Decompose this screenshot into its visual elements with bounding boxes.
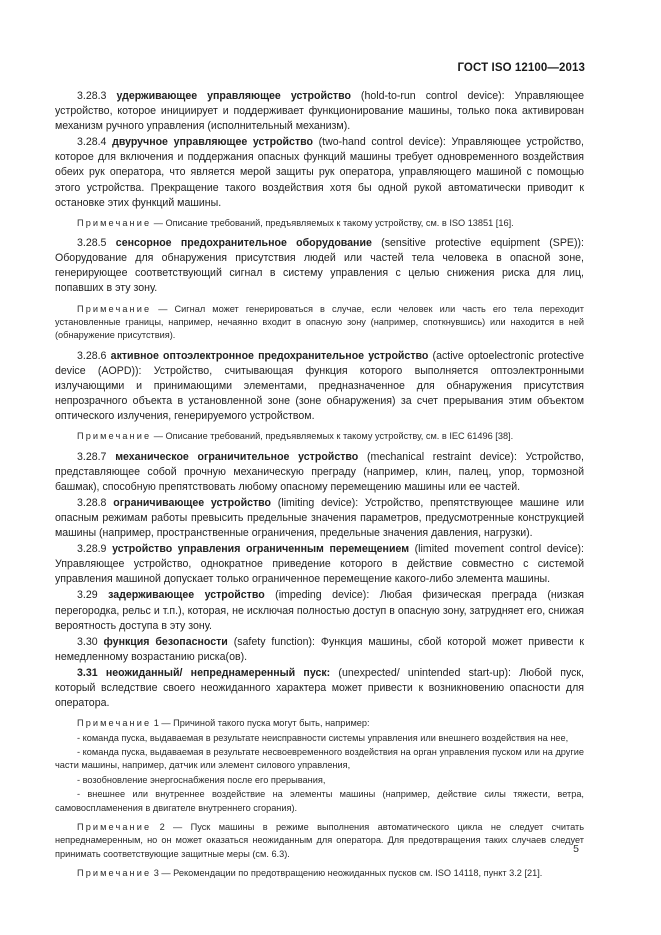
clause-3-29: 3.29 задерживающее устройство (impeding device): Любая физическая преграда (низкая перегородка, рельс и т.п.), которая, не исключая полностью доступ в опасную зону, затрудняет его, снижая вероятность доступа в эту зону.	[55, 589, 585, 632]
term: удерживающее управляющее устройство	[116, 90, 351, 102]
list-item: - команда пуска, выдаваемая в результате неисправности системы управления или внешнего воздействия на нее,	[77, 732, 569, 743]
main-content	[55, 89, 584, 887]
term: двуручное управляющее устройство	[112, 136, 313, 149]
clause-3-28-7: 3.28.7 механическое ограничительное устройство (mechanical restraint device): Устройство, представляющее собой прочную механическую преграду (например, клин, палец, упор, тормозной башмак), способную препятствовать любому опасному перемещению машины или ее частей.	[55, 450, 584, 493]
note-3-28-5: Примечание — Сигнал может генерироваться в случае, если человек или часть его тела переходит установленные границы, например, нечаянно входит в опасную зону (например, споткнувшись) или находится в ней (обнаружение присутствия).	[55, 303, 584, 341]
term: устройство управления ограниченным перемещением	[112, 543, 410, 556]
term: неожиданный/ непреднамеренный пуск:	[105, 666, 331, 679]
term: функция безопасности	[103, 635, 228, 648]
page-number: 5	[573, 843, 579, 855]
clause-3-30: 3.30 функция безопасности (safety function): Функция машины, сбой которой может привести к немедленному возрастанию риска(ов).	[55, 635, 584, 663]
clause-3-28-3: 3.28.3 удерживающее управляющее устройство (hold-to-run control device): Управляющее устройство, которое инициирует и поддерживает функционирование машины, только пока активирован механизм ручного управления (исполнительный механизм).	[55, 90, 584, 133]
clause-3-28-9: 3.28.9 устройство управления ограниченным перемещением (limited movement control device): Управляющее устройство, однократное приведение которого в действие совместно с системой управления машиной допускает только ограниченное перемещение какого-либо элемента машины.	[55, 543, 584, 586]
clause-3-28-4: 3.28.4 двуручное управляющее устройство (two-hand control device): Управляющее устройство, которое для включения и поддержания опасных функций машины требует одновременного воздействия обеих рук оператора, что является мерой защиты рук оператора, управляющего машиной с помощью этого устройства. Прекращение такого воздействия хотя бы одной рукой автоматически приводит к остановке этих функций машины.	[55, 136, 584, 209]
note-2-3-31: Примечание 2 — Пуск машины в режиме выполнения автоматического цикла не следует считать непреднамеренным, но он может оказаться неожиданным для оператора. Для предотвращения таких случаев следует принимать соответствующие защитные меры (см. 6.3).	[55, 822, 584, 859]
note-3-3-31: Примечание 3 — Рекомендации по предотвращению неожиданных пусков см. ISO 14118, пункт 3.2 [21].	[77, 868, 543, 879]
clause-3-28-8: 3.28.8 ограничивающее устройство (limiting device): Устройство, препятствующее машине или опасным режимам работы превысить предельные значения параметров, предусмотренные конструкцией машины (например, пространственные ограничения, предельные значения давления, нагрузки).	[55, 496, 584, 540]
term: задерживающее устройство	[108, 589, 265, 602]
standard-header: ГОСТ ISO 12100—2013	[457, 62, 585, 74]
term: ограничивающее устройство	[113, 496, 272, 509]
term: механическое ограничительное устройство	[115, 450, 359, 463]
term: сенсорное предохранительное оборудование	[115, 237, 372, 250]
list-item: - возобновление энергоснабжения после его прерывания,	[77, 774, 326, 785]
list-item: - команда пуска, выдаваемая в результате несвоевременного воздействия на орган управления пуском или на другие части машины, например, датчик или элемент силового управления,	[55, 747, 584, 771]
clause-3-28-5: 3.28.5 сенсорное предохранительное оборудование (sensitive protective equipment (SPE)): Оборудование для обнаружения присутствия людей или частей тела человека в опасной зоне, генерирующее соответствующий сигнал в систему управления с целью снижения риска для лиц, попавших в эту зону.	[55, 237, 584, 295]
term: активное оптоэлектронное предохранительное устройство	[110, 349, 429, 362]
note-3-28-6: Примечание — Описание требований, предъявляемых к такому устройству, см. в IEC 61496 [38].	[77, 431, 514, 442]
list-item: - внешнее или внутреннее воздействие на элементы машины (например, действие силы тяжести, ветра, самовоспламенения в двигателе внутреннего сгорания).	[55, 789, 584, 813]
clause-3-31: 3.31 неожиданный/ непреднамеренный пуск: (unexpected/ unintended start-up): Любой пуск, который вследствие своего неожиданного характера может привести к возникновению опасности для оператора.	[55, 666, 584, 710]
clause-3-28-6: 3.28.6 активное оптоэлектронное предохранительное устройство (active optoelectronic protective device (AOPD)): Устройство, считывающая функция которого выполняется оптоэлектронными излучающими и принимающими элементами, предназначенное для обнаружения присутствия непрозрачного объекта в установленной зоне (зоне обнаружения) за счет прерывания этим объектом оптического излучения, генерируемого устройством.	[55, 349, 585, 423]
note-3-28-4: Примечание — Описание требований, предъявляемых к такому устройству, см. в ISO 13851 [16].	[77, 217, 514, 228]
note-1-3-31: Примечание 1 — Причиной такого пуска могут быть, например:	[77, 718, 370, 729]
